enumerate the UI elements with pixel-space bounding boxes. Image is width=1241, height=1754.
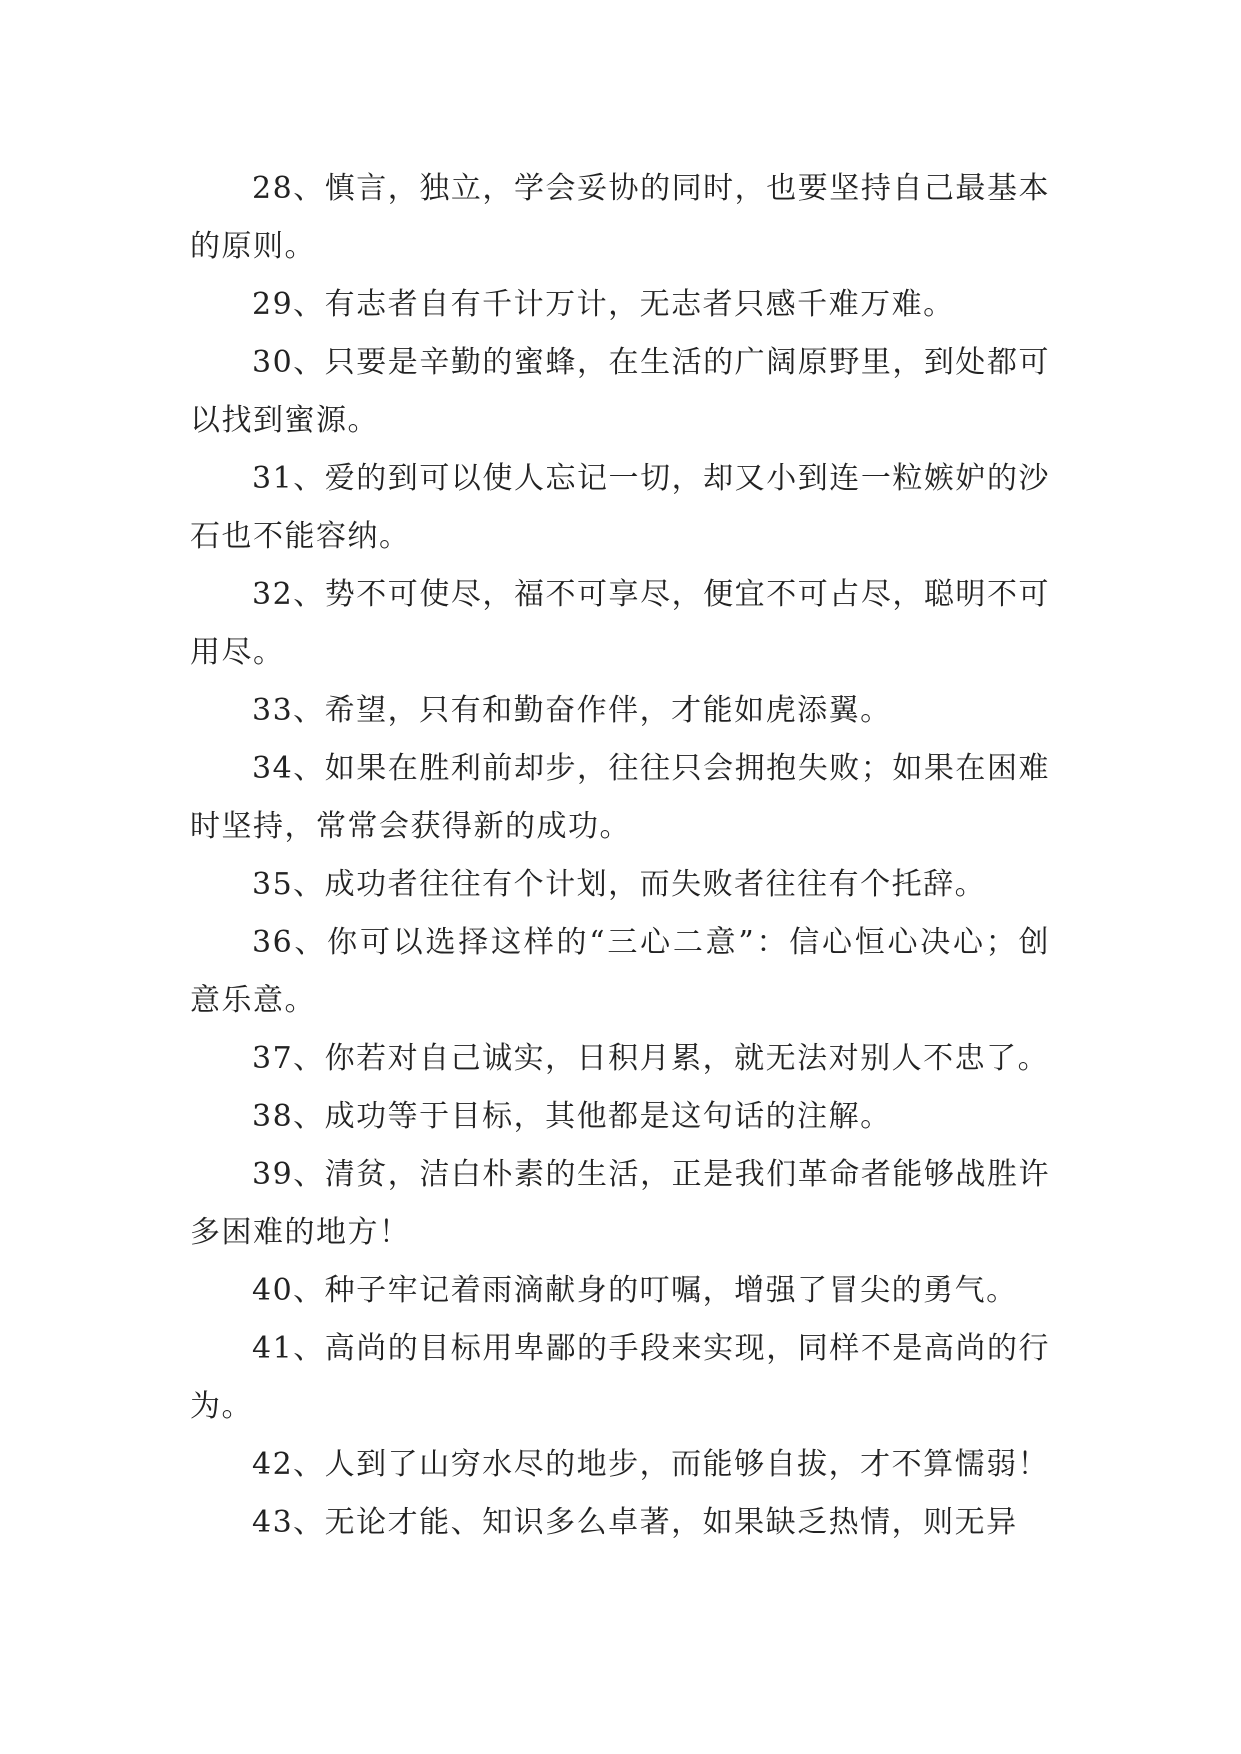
quote-paragraph-30: 30、只要是辛勤的蜜蜂，在生活的广阔原野里，到处都可以找到蜜源。: [190, 345, 1050, 438]
quote-paragraph-29: 29、有志者自有千计万计，无志者只感千难万难。: [252, 287, 955, 322]
quote-paragraph-34: 34、如果在胜利前却步，往往只会拥抱失败；如果在困难时坚持，常常会获得新的成功。: [190, 751, 1050, 844]
quote-paragraph-39: 39、清贫，洁白朴素的生活，正是我们革命者能够战胜许多困难的地方！: [190, 1157, 1050, 1250]
quote-paragraph-43: 43、无论才能、知识多么卓著，如果缺乏热情，则无异: [252, 1505, 1018, 1540]
quote-paragraph-37: 37、你若对自己诚实，日积月累，就无法对别人不忠了。: [252, 1041, 1050, 1076]
quote-paragraph-35: 35、成功者往往有个计划，而失败者往往有个托辞。: [252, 867, 987, 902]
quote-paragraph-31: 31、爱的到可以使人忘记一切，却又小到连一粒嫉妒的沙石也不能容纳。: [190, 461, 1050, 554]
document-body: [190, 160, 1050, 1552]
quote-paragraph-42: 42、人到了山穷水尽的地步，而能够自拔，才不算懦弱！: [252, 1447, 1050, 1482]
quote-paragraph-40: 40、种子牢记着雨滴献身的叮嘱，增强了冒尖的勇气。: [252, 1273, 1018, 1308]
quote-paragraph-33: 33、希望，只有和勤奋作伴，才能如虎添翼。: [252, 693, 892, 728]
quote-paragraph-38: 38、成功等于目标，其他都是这句话的注解。: [252, 1099, 892, 1134]
quote-paragraph-41: 41、高尚的目标用卑鄙的手段来实现，同样不是高尚的行为。: [190, 1331, 1050, 1424]
quote-paragraph-28: 28、慎言，独立，学会妥协的同时，也要坚持自己最基本的原则。: [190, 171, 1050, 264]
quote-paragraph-32: 32、势不可使尽，福不可享尽，便宜不可占尽，聪明不可用尽。: [190, 577, 1050, 670]
quote-paragraph-36: 36、你可以选择这样的“三心二意”：信心恒心决心；创意乐意。: [190, 925, 1050, 1018]
